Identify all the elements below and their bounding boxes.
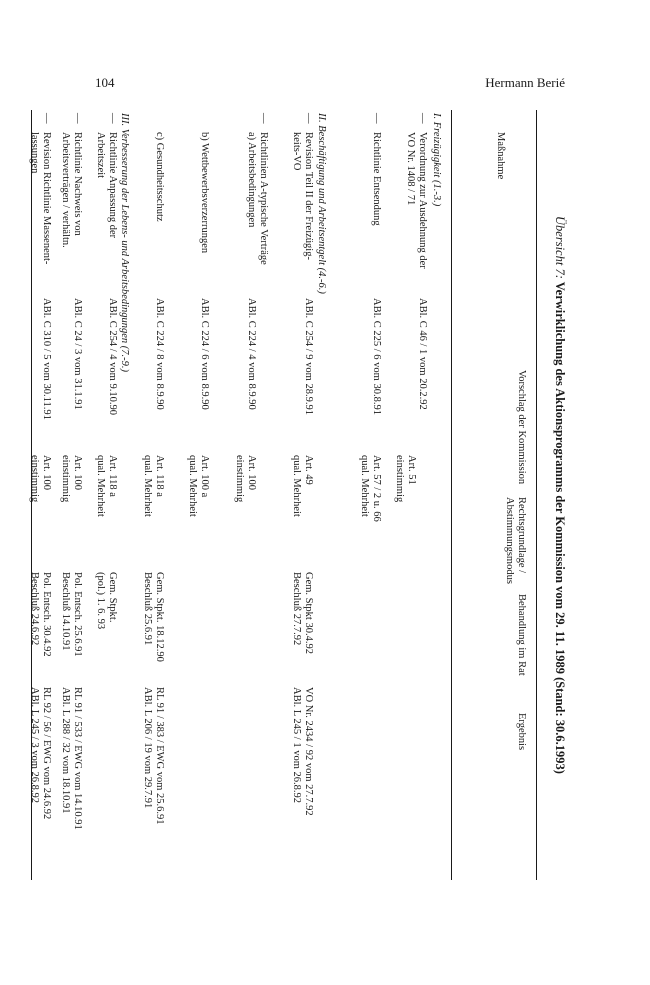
result-line: VO Nr. 2434 / 92 vom 27.7.92 bbox=[303, 687, 314, 816]
result-line: ABl. L 206 / 19 vom 29.7.91 bbox=[142, 687, 154, 809]
result-line: RL 91 / 533 / EWG vom 14.10.91 bbox=[72, 687, 83, 830]
proposal-cell: ABl. C 46 / 1 vom 20.2.92 bbox=[417, 298, 428, 410]
proposal-cell: ABl. C 224 / 6 vom 8.9.90 bbox=[199, 298, 210, 410]
council-line: Pol. Entsch. 30.4.92 bbox=[41, 572, 52, 657]
legal-line: Art. 100 bbox=[72, 455, 83, 490]
legal-line: qual. Mehrheit bbox=[359, 455, 371, 517]
header-measure: Maßnahme bbox=[495, 132, 506, 180]
council-line: (pol.) 1. 6. 93 bbox=[95, 572, 107, 630]
measure-line: Verordnung zur Ausdehnung der bbox=[417, 132, 428, 269]
legal-line: einstimmig bbox=[234, 455, 246, 503]
legal-line: einstimmig bbox=[60, 455, 72, 503]
row-dash: — bbox=[41, 113, 52, 124]
measure-line: c) Gesundheitsschutz bbox=[154, 132, 165, 222]
proposal-cell: ABl. C 254 / 9 vom 28.9.91 bbox=[303, 298, 314, 415]
measure-line: VO Nr. 1408 / 71 bbox=[405, 132, 417, 206]
result-line: ABl. L 288 / 32 vom 18.10.91 bbox=[60, 687, 72, 814]
header-council: Behandlung im Rat bbox=[516, 594, 527, 676]
legal-line: Art. 49 bbox=[303, 455, 314, 485]
proposal-cell: ABl. C 310 / 5 vom 30.11.91 bbox=[41, 298, 52, 420]
proposal-cell: ABl. C 224 / 4 vom 8.9.90 bbox=[246, 298, 257, 410]
legal-line: Art. 100 a bbox=[199, 455, 210, 498]
page-number: 104 bbox=[95, 75, 115, 90]
council-line: Beschluß 24.6.92 bbox=[29, 572, 41, 646]
council-line: Beschluß 25.6.91 bbox=[142, 572, 154, 646]
legal-line: einstimmig bbox=[29, 455, 41, 503]
measure-line: Arbeitsverträgen / verhältn. bbox=[60, 132, 72, 248]
section-title: III. Verbesserung der Lebens- und Arbeitsbedingungen (7.-9.) bbox=[119, 113, 130, 373]
header-proposal: Vorschlag der Kommission bbox=[516, 370, 527, 485]
legal-line: Art. 57 / 2 u. 66 bbox=[371, 455, 382, 522]
header-legal-basis-line2: Abstimmungsmodus bbox=[504, 497, 516, 584]
measure-cell bbox=[60, 132, 83, 248]
legal-basis-cell bbox=[29, 455, 52, 502]
legal-line: qual. Mehrheit bbox=[291, 455, 303, 517]
measure-line: lassungen bbox=[29, 132, 41, 174]
measure-line: Richtlinie Nachweis von bbox=[72, 132, 83, 236]
result-cell bbox=[60, 687, 83, 830]
council-line: Beschluß 27.7.92 bbox=[291, 572, 303, 646]
row-dash: — bbox=[258, 113, 269, 124]
result-cell bbox=[29, 687, 52, 819]
header-result: Ergebnis bbox=[516, 713, 527, 751]
legal-line: Art. 118 a bbox=[107, 455, 118, 497]
legal-line: Art. 100 bbox=[246, 455, 257, 490]
measure-line: Richtlinie Entsendung bbox=[371, 132, 382, 226]
legal-line: qual. Mehrheit bbox=[95, 455, 107, 517]
measure-cell bbox=[29, 132, 52, 264]
measure-line: a) Arbeitsbedingungen bbox=[246, 132, 258, 228]
row-dash: — bbox=[303, 113, 314, 124]
running-head-author: Hermann Berié bbox=[485, 75, 565, 90]
section-title: I. Freizügigkeit (1.-3.) bbox=[431, 113, 442, 207]
legal-line: einstimmig bbox=[394, 455, 406, 503]
result-line: ABl. L 245 / 3 vom 26.8.92 bbox=[29, 687, 41, 803]
rotated-table-tail bbox=[30, 110, 570, 880]
result-line: RL 92 / 56 / EWG vom 24.6.92 bbox=[41, 687, 52, 820]
caption-label: Übersicht 7: bbox=[553, 216, 567, 279]
measure-line: keits-VO bbox=[291, 132, 303, 171]
council-line: Pol. Entsch. 25.6.91 bbox=[72, 572, 83, 657]
measure-line: Arbeitszeit bbox=[95, 132, 107, 179]
council-line: Gem. Stpkt. bbox=[107, 572, 118, 623]
row-dash: — bbox=[107, 113, 118, 124]
legal-line: Art. 51 bbox=[406, 455, 417, 485]
legal-line: qual. Mehrheit bbox=[187, 455, 199, 517]
measure-line: b) Wettbewerbsverzerrungen bbox=[199, 132, 210, 254]
measure-line: Richtlinie Anpassung der bbox=[107, 132, 118, 239]
council-line: Beschluß 14.10.91 bbox=[60, 572, 72, 651]
proposal-cell: ABl. C 225 / 6 vom 30.8.91 bbox=[371, 298, 382, 415]
measure-line: Richtlinien A-typische Verträge bbox=[258, 132, 269, 265]
proposal-cell: ABl. C 224 / 8 vom 8.9.90 bbox=[154, 298, 165, 410]
legal-line: qual. Mehrheit bbox=[142, 455, 154, 517]
page-header bbox=[95, 75, 565, 95]
result-line: ABl. L 245 / 1 vom 26.8.92 bbox=[291, 687, 303, 803]
council-cell bbox=[29, 572, 52, 657]
legal-line: Art. 118 a bbox=[154, 455, 165, 497]
row-dash: — bbox=[72, 113, 83, 124]
proposal-cell: ABl. C 254 / 4 vom 9.10.90 bbox=[107, 298, 118, 415]
section-title: II. Beschäftigung und Arbeitsentgelt (4.-6.) bbox=[316, 113, 327, 294]
legal-line: Art. 100 bbox=[41, 455, 52, 490]
council-line: Gem. Stpkt. 18.12.90 bbox=[154, 572, 165, 662]
row-dash: — bbox=[371, 113, 382, 124]
header-legal-basis-line1: Rechtsgrundlage / bbox=[516, 497, 527, 574]
measure-line: Revision Richtlinie Massenent- bbox=[41, 132, 52, 265]
bottom-rule bbox=[31, 110, 32, 880]
council-line: Gem. Stpkt 30.4.92 bbox=[303, 572, 314, 654]
result-line: RL 91 / 383 / EWG vom 25.6.91 bbox=[154, 687, 165, 825]
row-dash: — bbox=[417, 113, 428, 124]
caption-title: Verwirklichung des Aktionsprogramms der Kommission vom 29. 11. 1989 (Stand: 30.6.1993) bbox=[553, 281, 567, 774]
legal-basis-cell bbox=[60, 455, 83, 502]
council-cell bbox=[60, 572, 83, 657]
proposal-cell: ABl. C 24 / 3 vom 31.1.91 bbox=[72, 298, 83, 410]
measure-line: Revision Teil II der Freizügig- bbox=[303, 132, 314, 260]
